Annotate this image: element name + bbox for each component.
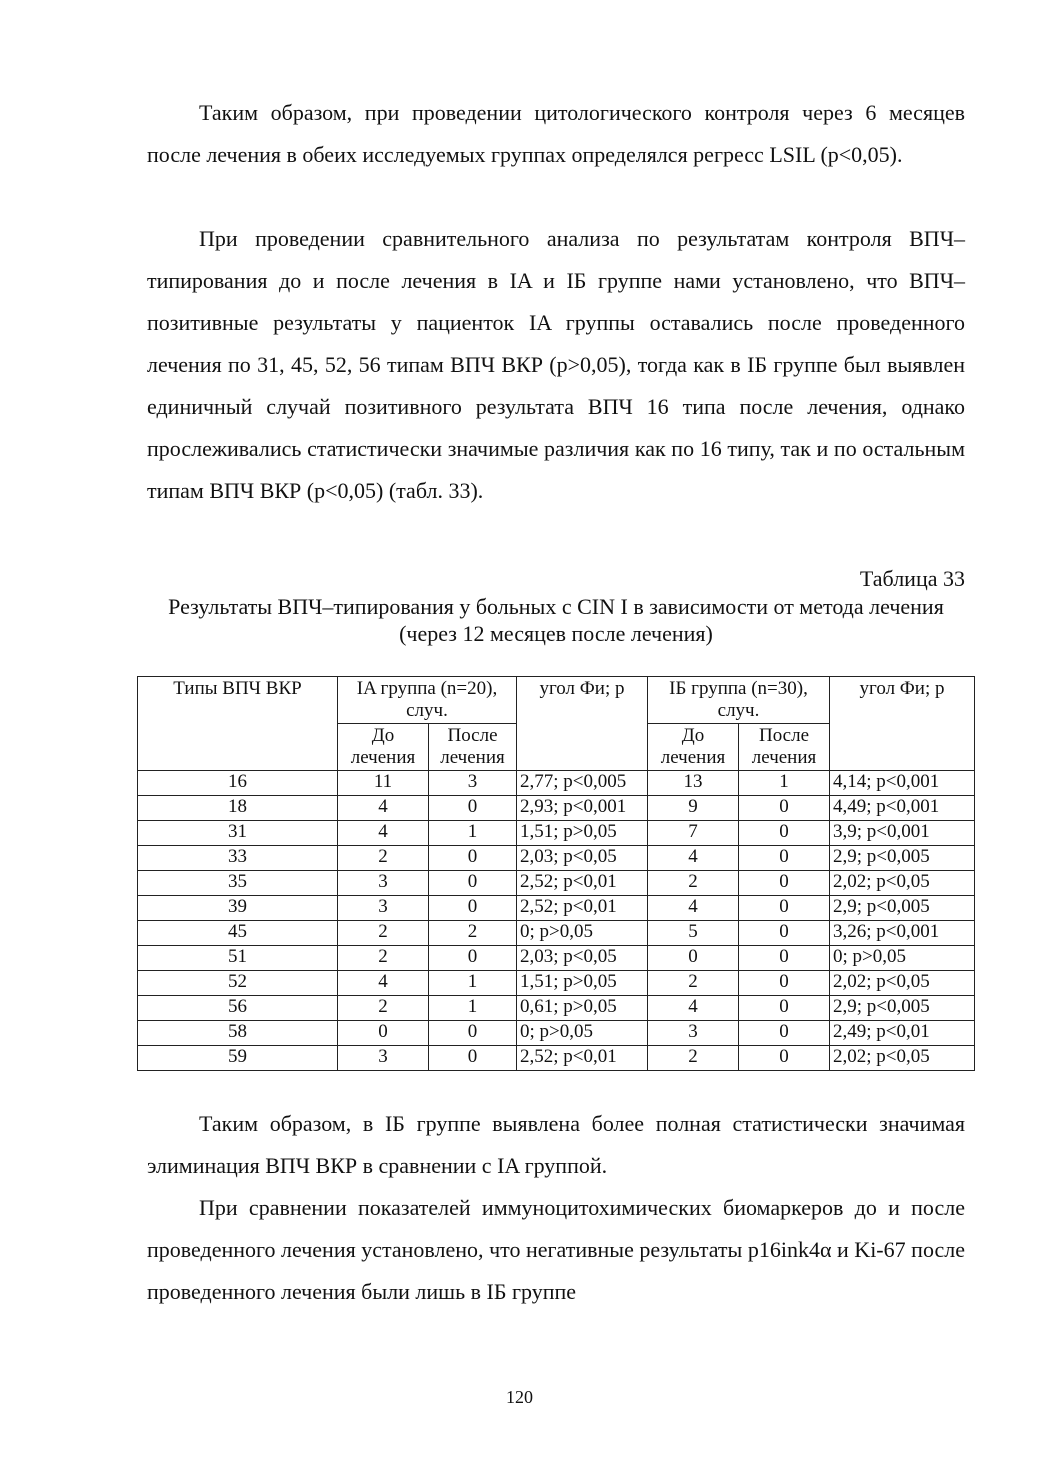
cell-a-before: 4 <box>338 796 429 821</box>
cell-b-before: 2 <box>648 971 739 996</box>
cell-a-phi: 2,52; p<0,01 <box>517 896 648 921</box>
cell-a-phi: 0; p>0,05 <box>517 921 648 946</box>
cell-hpv-type: 58 <box>138 1021 338 1046</box>
table-row <box>138 896 975 921</box>
cell-hpv-type: 45 <box>138 921 338 946</box>
cell-a-before: 3 <box>338 871 429 896</box>
cell-a-after: 1 <box>429 821 517 846</box>
header-before-b: До лечения <box>648 724 739 771</box>
table-caption: Результаты ВПЧ–типирования у больных с CIN I в зависимости от метода лечения (через 12 месяцев после лечения) <box>168 594 944 646</box>
cell-a-after: 0 <box>429 946 517 971</box>
cell-b-phi: 2,02; p<0,05 <box>830 971 975 996</box>
cell-b-after: 0 <box>739 996 830 1021</box>
header-phi-b: угол Фи; p <box>830 677 975 771</box>
cell-b-phi: 4,14; p<0,001 <box>830 771 975 796</box>
cell-b-before: 2 <box>648 1046 739 1071</box>
cell-a-after: 2 <box>429 921 517 946</box>
cell-b-after: 0 <box>739 821 830 846</box>
cell-b-after: 0 <box>739 871 830 896</box>
table-row <box>138 1046 975 1071</box>
paragraph-elimination-conclusion: Таким образом, в IБ группе выявлена более полная статистически значимая элиминация ВПЧ ВКР в сравнении с IA группой. <box>147 1111 965 1178</box>
cell-b-after: 1 <box>739 771 830 796</box>
cell-a-before: 2 <box>338 996 429 1021</box>
cell-a-phi: 2,03; p<0,05 <box>517 946 648 971</box>
cell-a-phi: 2,77; p<0,005 <box>517 771 648 796</box>
cell-a-phi: 2,52; p<0,01 <box>517 871 648 896</box>
cell-a-phi: 0,61; p>0,05 <box>517 996 648 1021</box>
cell-b-phi: 2,9; p<0,005 <box>830 896 975 921</box>
cell-b-before: 2 <box>648 871 739 896</box>
table-row <box>138 871 975 896</box>
cell-a-phi: 2,52; p<0,01 <box>517 1046 648 1071</box>
cell-a-before: 4 <box>338 971 429 996</box>
header-phi-a: угол Фи; p <box>517 677 648 771</box>
cell-b-after: 0 <box>739 1021 830 1046</box>
hpv-results-table <box>137 676 975 1071</box>
cell-a-before: 2 <box>338 946 429 971</box>
cell-b-before: 4 <box>648 896 739 921</box>
cell-b-phi: 4,49; p<0,001 <box>830 796 975 821</box>
header-group-b: IБ группа (n=30), случ. <box>648 677 830 724</box>
cell-b-phi: 2,02; p<0,05 <box>830 871 975 896</box>
cell-a-phi: 2,03; p<0,05 <box>517 846 648 871</box>
cell-b-before: 13 <box>648 771 739 796</box>
cell-a-phi: 1,51; p>0,05 <box>517 971 648 996</box>
cell-b-after: 0 <box>739 1046 830 1071</box>
cell-a-after: 0 <box>429 846 517 871</box>
paragraph-hpv-analysis: При проведении сравнительного анализа по результатам контроля ВПЧ–типирования до и после лечения в IA и IБ группе нами установлено, что ВПЧ–позитивные результаты у пациенток IA группы оставались после проведенного лечения по 31, 45, 52, 56 типам ВПЧ ВКР (p>0,05), тогда как в IБ группе был выявлен единичный случай позитивного результата ВПЧ 16 типа после лечения, однако прослеживались статистически значимые различия как по 16 типу, так и по остальным типам ВПЧ ВКР (p<0,05) (табл. 33). <box>147 226 965 503</box>
cell-b-before: 4 <box>648 996 739 1021</box>
cell-hpv-type: 33 <box>138 846 338 871</box>
paragraph-conclusion-cytology: Таким образом, при проведении цитологического контроля через 6 месяцев после лечения в обеих исследуемых группах определялся регресс LSIL (p<0,05). <box>147 100 965 167</box>
cell-a-before: 3 <box>338 1046 429 1071</box>
cell-b-phi: 2,49; p<0,01 <box>830 1021 975 1046</box>
cell-hpv-type: 56 <box>138 996 338 1021</box>
cell-b-before: 9 <box>648 796 739 821</box>
cell-b-after: 0 <box>739 846 830 871</box>
table-row <box>138 971 975 996</box>
cell-b-phi: 3,26; p<0,001 <box>830 921 975 946</box>
cell-b-phi: 2,9; p<0,005 <box>830 996 975 1021</box>
cell-b-after: 0 <box>739 946 830 971</box>
page-number: 120 <box>506 1387 533 1407</box>
cell-hpv-type: 51 <box>138 946 338 971</box>
cell-a-phi: 2,93; p<0,001 <box>517 796 648 821</box>
header-group-a: IA группа (n=20), случ. <box>338 677 517 724</box>
cell-a-after: 0 <box>429 1021 517 1046</box>
cell-hpv-type: 16 <box>138 771 338 796</box>
cell-b-before: 3 <box>648 1021 739 1046</box>
table-row <box>138 846 975 871</box>
cell-b-before: 5 <box>648 921 739 946</box>
cell-b-after: 0 <box>739 796 830 821</box>
cell-b-before: 7 <box>648 821 739 846</box>
table-row <box>138 821 975 846</box>
cell-a-after: 3 <box>429 771 517 796</box>
cell-b-before: 0 <box>648 946 739 971</box>
table-row <box>138 771 975 796</box>
table-row <box>138 996 975 1021</box>
cell-hpv-type: 31 <box>138 821 338 846</box>
cell-a-after: 0 <box>429 896 517 921</box>
table-row <box>138 946 975 971</box>
cell-a-before: 0 <box>338 1021 429 1046</box>
cell-a-before: 11 <box>338 771 429 796</box>
table-body <box>138 771 975 1071</box>
cell-a-after: 0 <box>429 1046 517 1071</box>
cell-b-after: 0 <box>739 971 830 996</box>
cell-b-phi: 2,9; p<0,005 <box>830 846 975 871</box>
cell-hpv-type: 18 <box>138 796 338 821</box>
cell-hpv-type: 59 <box>138 1046 338 1071</box>
cell-a-before: 2 <box>338 846 429 871</box>
cell-hpv-type: 52 <box>138 971 338 996</box>
table-row <box>138 921 975 946</box>
cell-a-phi: 0; p>0,05 <box>517 1021 648 1046</box>
table-row <box>138 796 975 821</box>
header-types: Типы ВПЧ ВКР <box>138 677 338 771</box>
header-after-b: После лечения <box>739 724 830 771</box>
cell-b-after: 0 <box>739 921 830 946</box>
cell-a-phi: 1,51; p>0,05 <box>517 821 648 846</box>
header-before-a: До лечения <box>338 724 429 771</box>
cell-b-phi: 0; p>0,05 <box>830 946 975 971</box>
cell-b-after: 0 <box>739 896 830 921</box>
table-label: Таблица 33 <box>859 566 965 591</box>
cell-b-before: 4 <box>648 846 739 871</box>
cell-a-after: 1 <box>429 971 517 996</box>
cell-a-after: 0 <box>429 871 517 896</box>
cell-hpv-type: 35 <box>138 871 338 896</box>
cell-a-before: 4 <box>338 821 429 846</box>
cell-b-phi: 2,02; p<0,05 <box>830 1046 975 1071</box>
cell-b-phi: 3,9; p<0,001 <box>830 821 975 846</box>
header-after-a: После лечения <box>429 724 517 771</box>
cell-a-after: 0 <box>429 796 517 821</box>
cell-hpv-type: 39 <box>138 896 338 921</box>
cell-a-before: 3 <box>338 896 429 921</box>
cell-a-before: 2 <box>338 921 429 946</box>
paragraph-biomarkers: При сравнении показателей иммуноцитохимических биомаркеров до и после проведенного лечения установлено, что негативные результаты p16ink4α и Ki-67 после проведенного лечения были лишь в IБ группе <box>147 1195 965 1304</box>
cell-a-after: 1 <box>429 996 517 1021</box>
table-row <box>138 1021 975 1046</box>
